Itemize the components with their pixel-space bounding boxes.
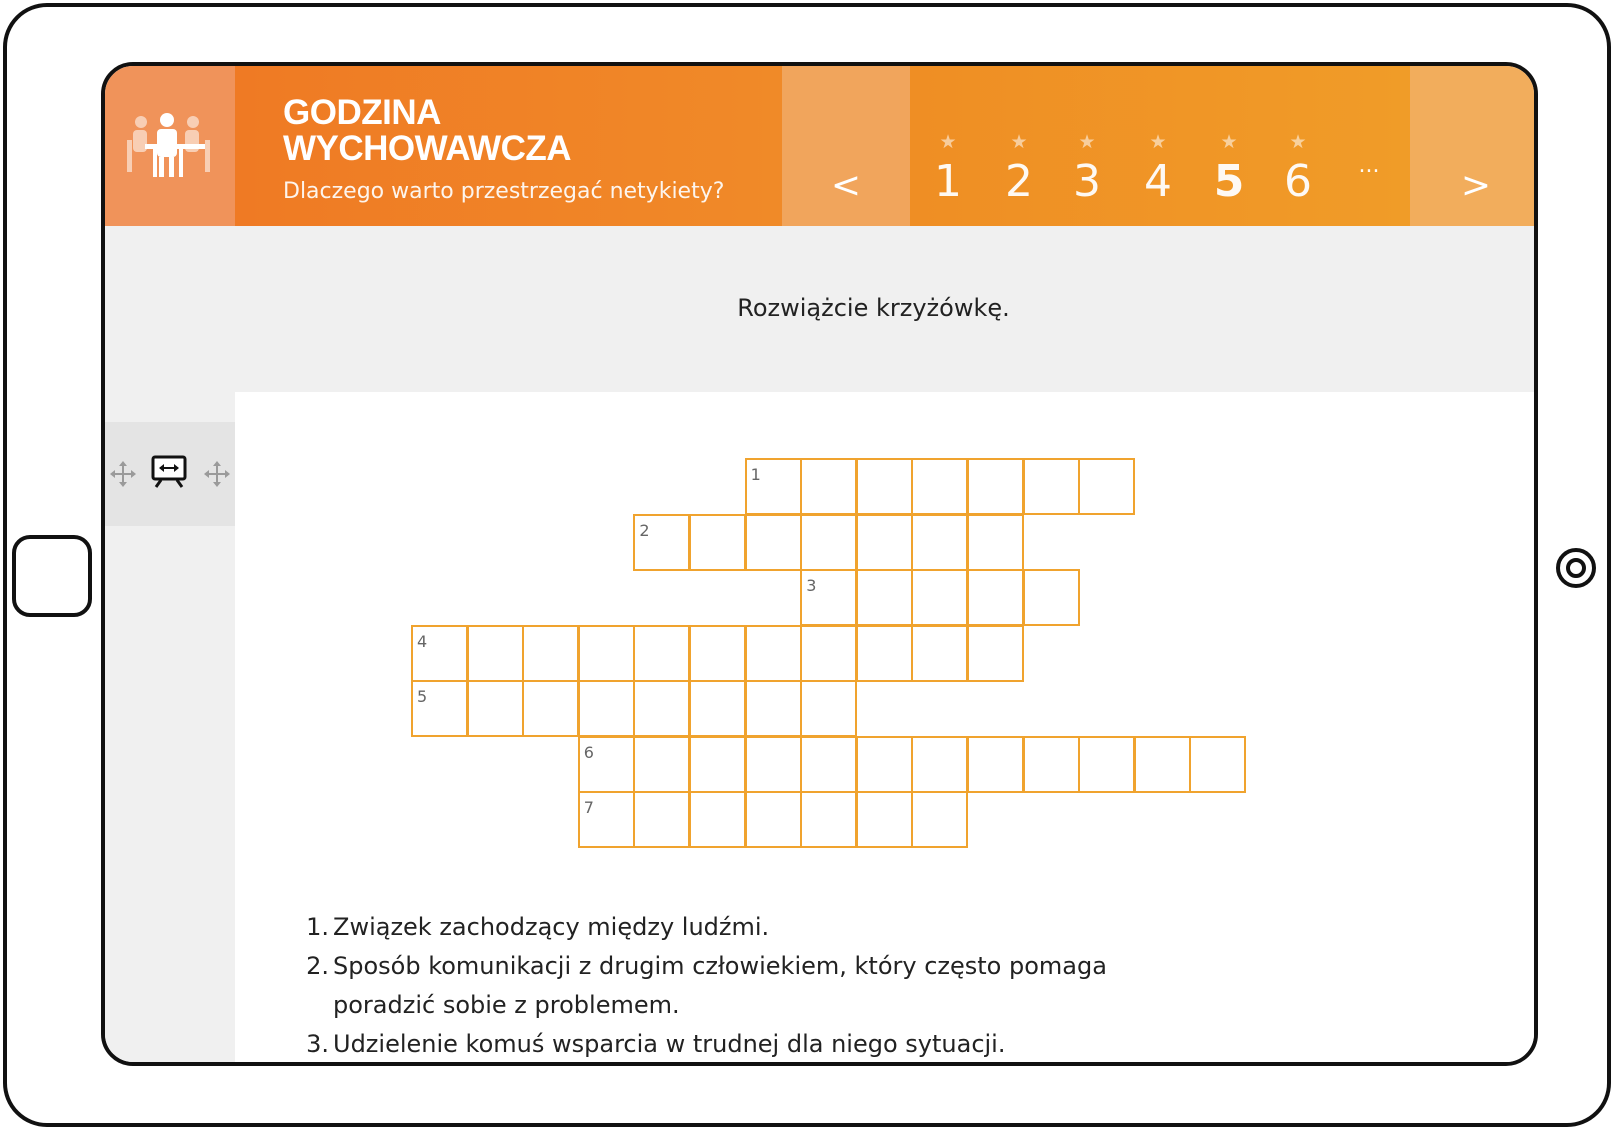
- clue-number: 1: [750, 465, 761, 484]
- clue-item-text: Sposób komunikacji z drugim człowiekiem, który często pomaga poradzić sobie z problemem.: [333, 952, 1107, 1019]
- page-number: ...: [1358, 153, 1380, 178]
- page-5[interactable]: [1199, 132, 1259, 208]
- crossword-cell[interactable]: [578, 736, 635, 793]
- crossword-cell[interactable]: [522, 625, 579, 682]
- star-icon: ★: [1289, 131, 1307, 153]
- next-page-button[interactable]: >: [1410, 66, 1538, 226]
- instruction-bar: [105, 226, 1538, 392]
- clue-item-text: Związek zachodzący między ludźmi.: [333, 913, 770, 941]
- crossword-cell[interactable]: [745, 514, 802, 571]
- lesson-title-box: [235, 66, 782, 226]
- crossword-cell[interactable]: [633, 791, 690, 848]
- crossword-cell[interactable]: [411, 680, 468, 737]
- crossword-cell[interactable]: [689, 791, 746, 848]
- clue-number: 5: [417, 687, 428, 706]
- clue-item-number: 2.: [306, 952, 329, 980]
- crossword-cell[interactable]: [689, 514, 746, 571]
- toolbar: [105, 422, 235, 526]
- clue-number: 3: [806, 576, 817, 595]
- screen: [101, 62, 1538, 1066]
- crossword-cell[interactable]: [578, 791, 635, 848]
- crossword-cell[interactable]: [967, 625, 1024, 682]
- crossword-cell[interactable]: [800, 514, 857, 571]
- crossword-cell[interactable]: [800, 791, 857, 848]
- clue-number: 4: [417, 631, 428, 651]
- crossword-cell[interactable]: [1023, 569, 1080, 626]
- prev-page-button[interactable]: <: [782, 66, 910, 226]
- lesson-subtitle: Dlaczego warto przestrzegać netykiety?: [283, 179, 725, 204]
- page-1[interactable]: [918, 132, 978, 208]
- crossword-cell[interactable]: [856, 514, 913, 571]
- page-4[interactable]: [1128, 132, 1188, 208]
- crossword-cell[interactable]: [1189, 736, 1246, 793]
- crossword-cell[interactable]: [911, 736, 968, 793]
- page-6[interactable]: [1268, 132, 1328, 208]
- camera-icon: [1556, 548, 1596, 588]
- crossword-cell[interactable]: [1078, 736, 1135, 793]
- header: [105, 66, 1538, 226]
- page-number: 5: [1213, 156, 1245, 207]
- crossword-cell[interactable]: [911, 514, 968, 571]
- crossword-cell[interactable]: [856, 736, 913, 793]
- home-button[interactable]: [12, 535, 92, 617]
- page-number: 1: [934, 156, 962, 207]
- crossword-cell[interactable]: [911, 625, 968, 682]
- star-icon: ★: [1078, 131, 1096, 153]
- crossword-cell[interactable]: [1134, 736, 1191, 793]
- crossword-cell[interactable]: [911, 791, 968, 848]
- crossword-cell[interactable]: [689, 736, 746, 793]
- exercise-content: [235, 392, 1538, 1066]
- page-number: 2: [1005, 156, 1033, 207]
- crossword-cell[interactable]: [967, 736, 1024, 793]
- page-more[interactable]: [1339, 132, 1399, 192]
- crossword-cell[interactable]: [689, 680, 746, 737]
- crossword-cell[interactable]: [633, 736, 690, 793]
- crossword-cell[interactable]: [467, 680, 524, 737]
- crossword-cell[interactable]: [856, 625, 913, 682]
- crossword-cell[interactable]: [856, 569, 913, 626]
- crossword-cell[interactable]: [467, 625, 524, 682]
- clue-item-text: Udzielenie komuś wsparcia w trudnej dla niego sytuacji.: [333, 1030, 1006, 1058]
- page-2[interactable]: [989, 132, 1049, 208]
- tool-sidebar: [105, 392, 235, 1066]
- crossword-cell[interactable]: [800, 458, 857, 515]
- crossword-cell[interactable]: [745, 791, 802, 848]
- crossword-cell[interactable]: [633, 514, 690, 571]
- crossword-cell[interactable]: [522, 680, 579, 737]
- crossword-cell[interactable]: [745, 458, 802, 515]
- crossword-cell[interactable]: [633, 680, 690, 737]
- crossword-cell[interactable]: [1023, 458, 1080, 515]
- clue-item: [301, 947, 1201, 1025]
- whiteboard-icon[interactable]: [151, 454, 187, 490]
- crossword-cell[interactable]: [745, 625, 802, 682]
- clue-item-number: 3.: [306, 1030, 329, 1058]
- clue-item-number: 1.: [306, 913, 329, 941]
- crossword-cell[interactable]: [911, 569, 968, 626]
- star-icon: ★: [1010, 131, 1028, 153]
- crossword-cell[interactable]: [800, 680, 857, 737]
- clue-item: [301, 1025, 1201, 1064]
- clue-number: 7: [583, 798, 594, 817]
- star-icon: ★: [1220, 131, 1238, 153]
- star-icon: ★: [1149, 131, 1167, 153]
- page-navigation: [910, 66, 1410, 226]
- page-number: 6: [1284, 156, 1312, 207]
- crossword-cell[interactable]: [800, 625, 857, 682]
- crossword-cell[interactable]: [800, 569, 857, 626]
- crossword-cell[interactable]: [578, 625, 635, 682]
- page-number: 3: [1073, 156, 1101, 207]
- clue-list: [301, 908, 1201, 1064]
- crossword-cell[interactable]: [745, 736, 802, 793]
- lesson-title-line2: WYCHOWAWCZA: [283, 129, 572, 168]
- clue-number: 6: [583, 742, 594, 762]
- crossword-cell[interactable]: [800, 736, 857, 793]
- crossword-cell[interactable]: [856, 458, 913, 515]
- clue-number: 2: [639, 520, 650, 540]
- crossword-cell[interactable]: [633, 625, 690, 682]
- crossword-cell[interactable]: [967, 514, 1024, 571]
- lesson-icon-box: [105, 66, 235, 226]
- page-number: 4: [1144, 156, 1172, 207]
- clue-item: [301, 908, 1201, 947]
- move-right-icon[interactable]: [203, 460, 231, 488]
- crossword-cell[interactable]: [856, 791, 913, 848]
- crossword-cell[interactable]: [967, 458, 1024, 515]
- crossword-cell[interactable]: [745, 680, 802, 737]
- star-icon: ★: [939, 131, 957, 153]
- crossword-cell[interactable]: [689, 625, 746, 682]
- crossword-cell[interactable]: [411, 625, 468, 682]
- class-lesson-icon: [123, 110, 217, 190]
- crossword-cell[interactable]: [911, 458, 968, 515]
- page-3[interactable]: [1057, 132, 1117, 208]
- move-left-icon[interactable]: [109, 460, 137, 488]
- crossword-cell[interactable]: [967, 569, 1024, 626]
- instruction-text: Rozwiążcie krzyżówkę.: [737, 294, 1010, 322]
- crossword-cell[interactable]: [1023, 736, 1080, 793]
- crossword-cell[interactable]: [578, 680, 635, 737]
- crossword-cell[interactable]: [1078, 458, 1135, 515]
- lesson-title-line1: GODZINA: [283, 93, 441, 132]
